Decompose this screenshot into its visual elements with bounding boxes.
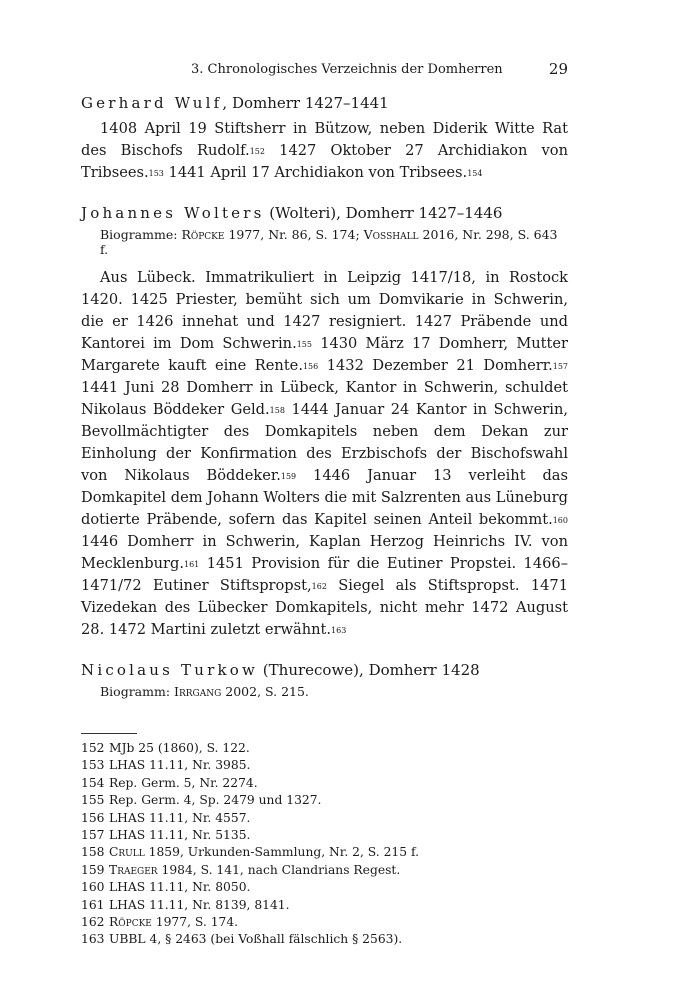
name-variant: (Thurecowe) [258,661,360,679]
page-number: 29 [548,60,568,78]
footnote-number: 158 [81,845,105,860]
author-name: Crull [109,845,145,860]
person-name: Johannes Wolters [81,204,265,222]
text-run: Rep. Germ. 5, Nr. 2274. [109,775,258,790]
footnote-ref: 162 [311,582,327,591]
text-run: 2002, S. 215. [221,684,309,699]
entry [81,204,568,641]
author-name: Röpcke [109,915,152,930]
text-run: 1446 Januar 13 verleiht das Domkapitel dem Johann Wolters die mit Salzrenten aus Lüneburg dotierte Präbende, sofern das Kapitel seinen Anteil bekommt. [81,467,568,528]
author-name: Irrgang [174,684,222,699]
footnote-number: 157 [81,828,105,843]
footnote-ref: 153 [148,169,164,178]
text-run: 1441 Juni 28 Domherr in Lübeck, Kantor in Schwerin, schuldet Nikolaus Böddeker Geld. [81,379,568,418]
text-run: 1430 März 17 Domherr, Mutter Margarete kauft eine Rente. [81,335,568,374]
text-run: LHAS 11.11, Nr. 4557. [109,810,251,825]
footnote [81,879,568,896]
entries [81,94,568,699]
text-run: UBBL 4, § 2463 (bei Voßhall fälschlich § 2563). [109,932,403,947]
footnotes [81,740,568,949]
footnote-number: 156 [81,810,105,825]
running-header [81,60,568,82]
text-run: 1444 Januar 24 Kantor in Schwerin, Bevollmächtigter des Domkapitels neben dem Dekan zur Einholung der Konfirmation des Erzbischofs der Bischofswahl von Nikolaus Böddeker. [81,401,568,484]
text-run: 1432 Dezember 21 Domherr. [318,357,553,374]
footnote [81,757,568,774]
footnote [81,931,568,948]
footnote [81,810,568,827]
footnote-ref: 163 [331,626,347,635]
footnote [81,844,568,861]
footnote-number: 162 [81,915,105,930]
entry-heading [81,661,568,679]
text-run: 1859, Urkunden-Sammlung, Nr. 2, S. 215 f. [144,845,419,860]
entry-body [81,267,568,641]
tenure: , Domherr 1427–1446 [336,204,503,222]
text-run: 1441 April 17 Archidiakon von Tribsees. [163,164,468,181]
footnote-ref: 155 [296,340,312,349]
text-run: 1984, S. 141, nach Clandrians Regest. [157,862,401,877]
footnote-number: 152 [81,741,105,755]
person-name: Nicolaus Turkow [81,661,259,679]
footnote-divider [81,733,137,734]
person-name: Gerhard Wulf [81,94,223,112]
author-name: Vosshall [363,227,419,242]
text-run: MJb 25 (1860), S. 122. [109,741,250,755]
footnote [81,914,568,931]
entry [81,94,568,184]
footnote-ref: 158 [269,406,285,415]
footnote-number: 154 [81,775,105,790]
footnote-ref: 152 [249,147,265,156]
footnote-number: 159 [81,862,105,877]
text-run: LHAS 11.11, Nr. 8139, 8141. [109,897,290,912]
text-run: 1977, Nr. 86, S. 174; [224,227,364,242]
footnote [81,775,568,792]
tenure: , Domherr 1427–1441 [222,94,389,112]
text-run: 1408 April 19 Stiftsherr in Bützow, neben Diderik Witte Rat des Bischofs Rudolf. [81,120,568,159]
text-run: Rep. Germ. 4, Sp. 2479 und 1327. [109,793,322,808]
text-run: Biogramm: [100,684,175,699]
author-name: Röpcke [181,227,225,242]
footnote [81,862,568,879]
text-run: 2016, Nr. 298, S. 643 f. [100,227,558,257]
text-run: Aus Lübeck. Immatrikuliert in Leipzig 1417/18, in Rostock 1420. 1425 Priester, bemüht sich um Domvikarie in Schwerin, die er 1426 innehat und 1427 resigniert. 1427 Präbende und Kantorei im Dom Schwerin. [81,269,568,352]
entry-body [81,118,568,184]
text-run: 1451 Provision für die Eutiner Propstei. 1466–1471/72 Eutiner Stiftspropst, [81,555,568,594]
entry [81,661,568,699]
footnote-number: 153 [81,758,105,773]
footnote-ref: 156 [302,362,319,371]
footnote [81,740,568,757]
footnote-number: 155 [81,793,105,808]
text-run: 1446 Domherr in Schwerin, Kaplan Herzog Heinrichs IV. von Mecklenburg. [81,533,568,572]
footnote [81,827,568,844]
text-run: LHAS 11.11, Nr. 5135. [109,828,251,843]
biogram-line [100,227,568,257]
biogram-line [100,684,568,699]
footnote [81,897,568,914]
footnote-ref: 160 [552,516,568,525]
footnote-ref: 161 [184,560,200,569]
footnote-ref: 159 [280,472,297,481]
footnote [81,792,568,809]
footnote-number: 163 [81,932,105,947]
footnote-ref: 154 [467,169,483,178]
text-run: Biogramme: [100,227,182,242]
book-page [81,60,568,949]
text-run: Siegel als Stiftspropst. 1471 Vizedekan des Lübecker Domkapitels, nicht mehr 1472 August 28. 1472 Martini zuletzt erwähnt. [81,577,568,638]
name-variant: (Wolteri) [264,204,337,222]
entry-heading [81,94,568,112]
text-run: 1427 Oktober 27 Archidiakon von Tribsees. [81,142,568,181]
footnote-ref: 157 [552,362,569,371]
text-run: LHAS 11.11, Nr. 3985. [109,758,251,773]
tenure: , Domherr 1428 [359,661,480,679]
running-title: 3. Chronologisches Verzeichnis der Domherren [191,62,503,77]
footnote-number: 160 [81,880,105,895]
footnote-number: 161 [81,897,105,912]
text-run: LHAS 11.11, Nr. 8050. [109,880,251,895]
author-name: Traeger [109,862,158,877]
text-run: 1977, S. 174. [151,915,239,930]
entry-heading [81,204,568,222]
